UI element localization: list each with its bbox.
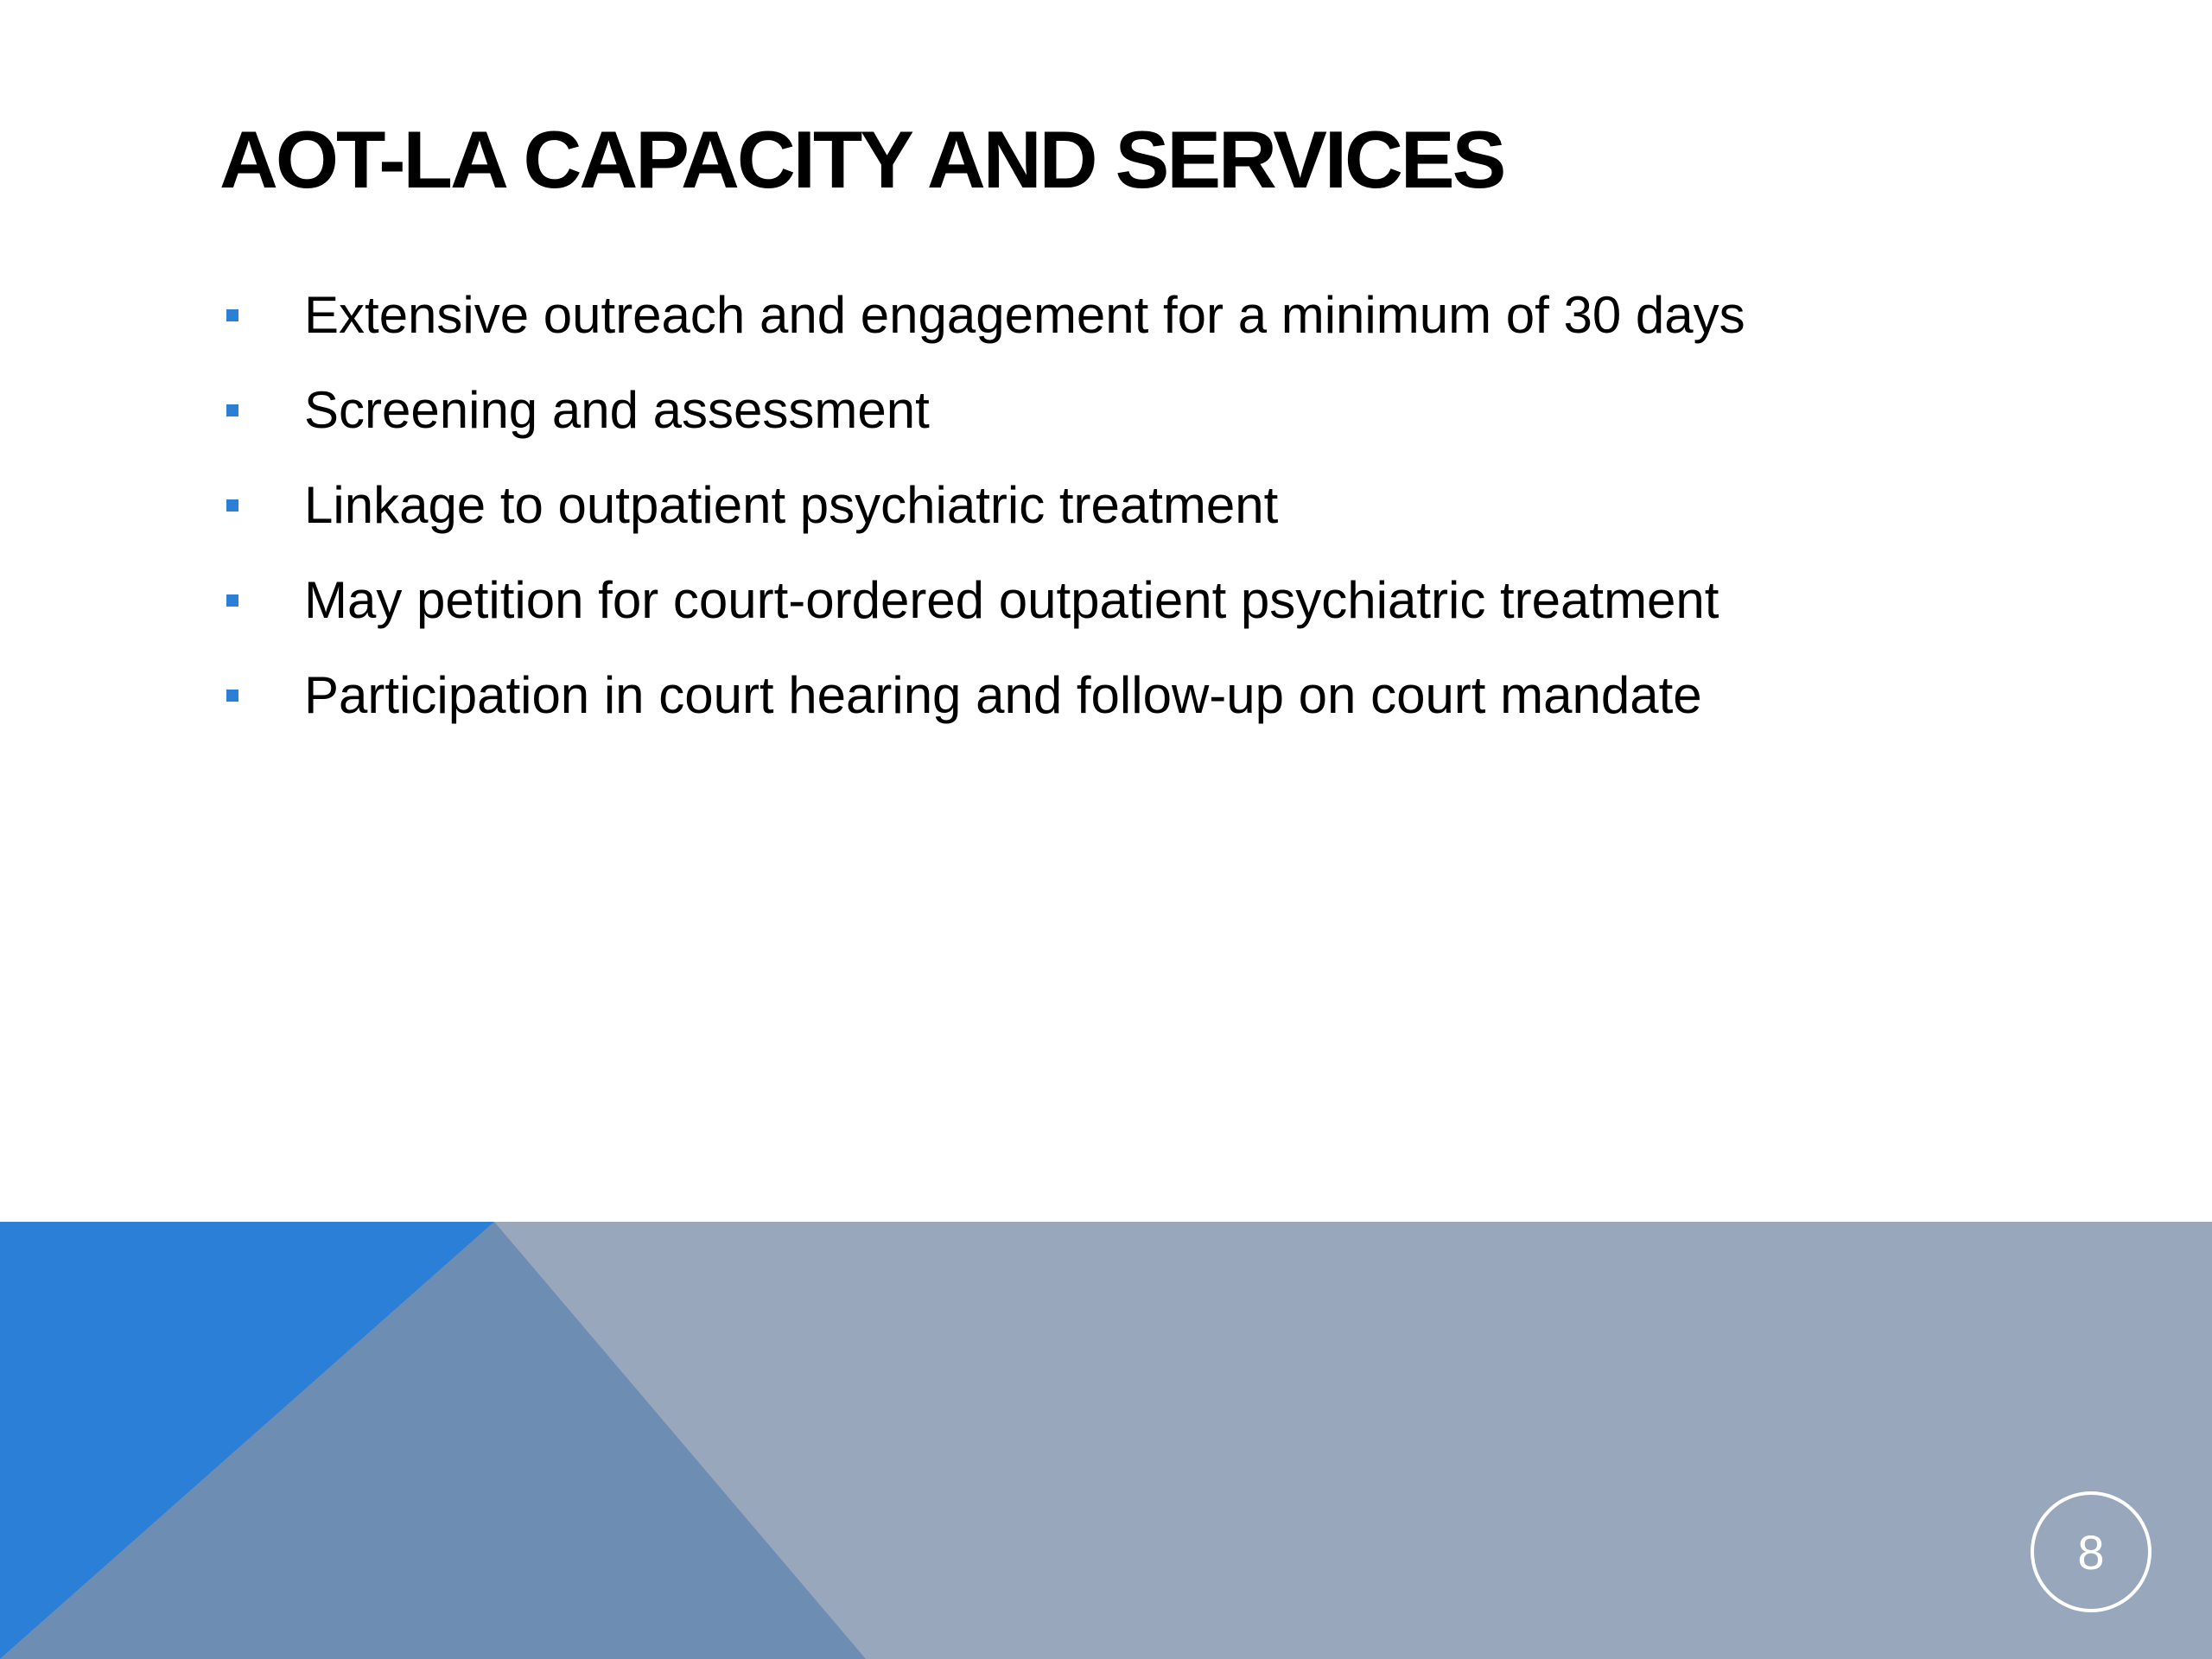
- bullet-text: Extensive outreach and engagement for a minimum of 30 days: [304, 286, 1745, 344]
- square-bullet-icon: [226, 499, 238, 512]
- page-number-badge: [2031, 1491, 2152, 1612]
- square-bullet-icon: [226, 309, 238, 321]
- footer-decoration: [0, 1222, 2212, 1659]
- slide-title: AOT-LA CAPACITY AND SERVICES: [219, 114, 1504, 205]
- bullet-text: May petition for court-ordered outpatient psychiatric treatment: [304, 571, 1719, 629]
- bullet-text: Linkage to outpatient psychiatric treatment: [304, 476, 1279, 534]
- square-bullet-icon: [226, 404, 238, 416]
- square-bullet-icon: [226, 594, 238, 607]
- bullet-text: Participation in court hearing and follow-up on court mandate: [304, 666, 1702, 724]
- square-bullet-icon: [226, 690, 238, 702]
- page-number: 8: [2077, 1524, 2105, 1580]
- bullet-text: Screening and assessment: [304, 381, 930, 439]
